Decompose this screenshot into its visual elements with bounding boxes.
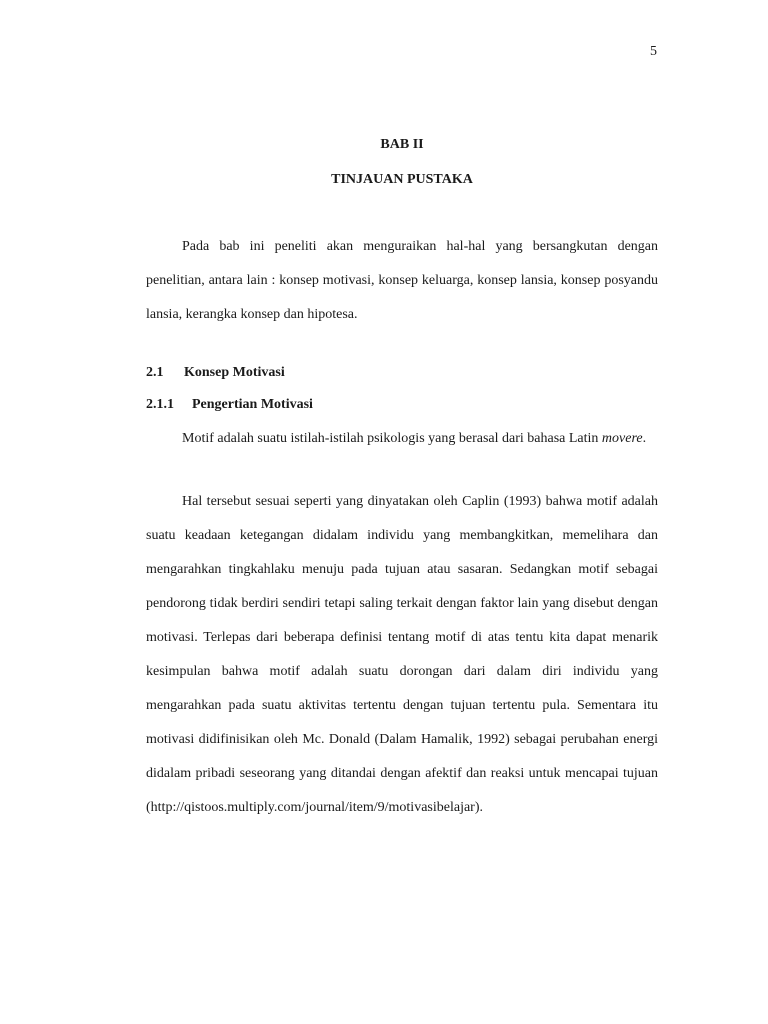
motif-end: . [642,431,647,446]
section-heading-2-1-1 [146,397,313,413]
section-heading-2-1 [146,365,285,381]
chapter-title: TINJAUAN PUSTAKA [331,172,473,187]
section-number: 2.1 [146,365,164,380]
page-number: 5 [650,44,657,59]
caplin-paragraph: Hal tersebut sesuai seperti yang dinyatakan oleh Caplin (1993) bahwa motif adalah suatu keadaan ketegangan didalam individu yang membangkitkan, memelihara dan mengarahkan tingkahlaku menuju pada tujuan atau sasaran. Sedangkan motif sebagai pendorong tidak berdiri sendiri tetapi saling terkait dengan faktor lain yang disebut dengan motivasi. Terlepas dari beberapa definisi tentang motif di atas tentu kita dapat menarik kesimpulan bahwa motif adalah suatu dorongan dari dalam diri individu yang mengarahkan pada suatu aktivitas tertentu dengan tujuan tertentu pula. Sementara itu motivasi didifinisikan oleh Mc. Donald (Dalam Hamalik, 1992) sebagai perubahan energi didalam pribadi seseorang yang ditandai dengan afektif dan reaksi untuk mencapai tujuan (http://qistoos.multiply.com/journal/item/9/motivasibelajar). [146,494,658,815]
motif-section [146,422,658,456]
section-title: Konsep Motivasi [184,365,285,380]
chapter-number: BAB II [380,137,424,152]
caplin-section [146,485,658,825]
motif-paragraph [146,422,658,456]
subsection-number: 2.1.1 [146,397,174,412]
latin-term: movere [601,431,643,446]
subsection-title: Pengertian Motivasi [192,397,313,412]
intro-paragraph: Pada bab ini peneliti akan menguraikan hal-hal yang bersangkutan dengan penelitian, antara lain : konsep motivasi, konsep keluarga, konsep lansia, konsep posyandu lansia, kerangka konsep dan hipotesa. [146,239,658,322]
intro-section [146,230,658,332]
motif-text: Motif adalah suatu istilah-istilah psikologis yang berasal dari bahasa Latin [182,431,602,446]
